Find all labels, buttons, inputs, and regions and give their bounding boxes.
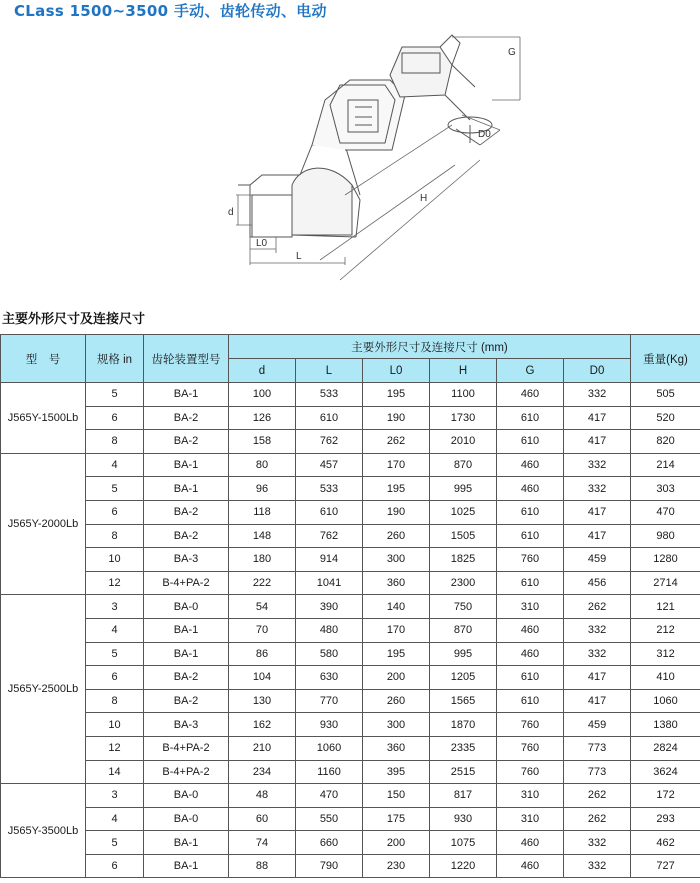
table-row: [1, 689, 700, 713]
cell-h: 930: [430, 807, 497, 831]
model-cell: J565Y-2500Lb: [1, 595, 86, 784]
model-cell: J565Y-2000Lb: [1, 453, 86, 595]
table-row: [1, 430, 700, 454]
cell-l: 1160: [296, 760, 363, 784]
cell-l0: 262: [363, 430, 430, 454]
header-h: H: [430, 359, 497, 383]
table-row: [1, 571, 700, 595]
cell-d0: 773: [564, 760, 631, 784]
cell-weight: 462: [631, 831, 700, 855]
cell-l: 790: [296, 854, 363, 878]
cell-gear: BA-0: [144, 807, 229, 831]
table-row: [1, 453, 700, 477]
cell-l0: 260: [363, 524, 430, 548]
cell-gear: BA-2: [144, 689, 229, 713]
cell-l: 762: [296, 430, 363, 454]
table-row: [1, 807, 700, 831]
cell-l: 1060: [296, 736, 363, 760]
cell-g: 760: [497, 548, 564, 572]
dim-label-h: H: [420, 193, 428, 204]
cell-weight: 3624: [631, 760, 700, 784]
table-row: [1, 406, 700, 430]
cell-l: 580: [296, 642, 363, 666]
cell-l: 930: [296, 713, 363, 737]
cell-d: 148: [229, 524, 296, 548]
cell-size: 12: [86, 736, 144, 760]
cell-l0: 190: [363, 406, 430, 430]
cell-d0: 332: [564, 618, 631, 642]
cell-l: 390: [296, 595, 363, 619]
cell-l: 610: [296, 406, 363, 430]
cell-l0: 360: [363, 571, 430, 595]
cell-d: 104: [229, 666, 296, 690]
cell-g: 310: [497, 784, 564, 808]
cell-d0: 459: [564, 548, 631, 572]
cell-gear: BA-0: [144, 784, 229, 808]
table-row: [1, 784, 700, 808]
cell-size: 4: [86, 453, 144, 477]
cell-l0: 150: [363, 784, 430, 808]
cell-d: 86: [229, 642, 296, 666]
table-row: [1, 736, 700, 760]
cell-d: 70: [229, 618, 296, 642]
cell-size: 5: [86, 383, 144, 407]
cell-gear: BA-1: [144, 831, 229, 855]
cell-g: 610: [497, 500, 564, 524]
cell-d0: 417: [564, 430, 631, 454]
cell-size: 6: [86, 666, 144, 690]
cell-d0: 459: [564, 713, 631, 737]
cell-d: 96: [229, 477, 296, 501]
cell-d0: 262: [564, 807, 631, 831]
header-model: 型 号: [1, 335, 86, 383]
table-row: [1, 548, 700, 572]
cell-d0: 332: [564, 477, 631, 501]
cell-d0: 332: [564, 854, 631, 878]
cell-gear: BA-2: [144, 666, 229, 690]
cell-g: 610: [497, 689, 564, 713]
dim-label-d: d: [228, 207, 234, 218]
cell-d0: 262: [564, 595, 631, 619]
cell-h: 2010: [430, 430, 497, 454]
cell-d0: 417: [564, 524, 631, 548]
cell-d0: 417: [564, 666, 631, 690]
table-row: [1, 854, 700, 878]
cell-l0: 200: [363, 831, 430, 855]
section-title: 主要外形尺寸及连接尺寸: [2, 312, 146, 327]
cell-l: 762: [296, 524, 363, 548]
cell-l: 770: [296, 689, 363, 713]
cell-h: 750: [430, 595, 497, 619]
cell-g: 460: [497, 618, 564, 642]
cell-d0: 417: [564, 500, 631, 524]
cell-h: 1100: [430, 383, 497, 407]
cell-l0: 360: [363, 736, 430, 760]
cell-weight: 520: [631, 406, 700, 430]
cell-l0: 395: [363, 760, 430, 784]
cell-size: 4: [86, 807, 144, 831]
cell-d0: 332: [564, 642, 631, 666]
cell-gear: BA-2: [144, 524, 229, 548]
cell-weight: 172: [631, 784, 700, 808]
cell-h: 1825: [430, 548, 497, 572]
cell-d0: 332: [564, 383, 631, 407]
cell-size: 5: [86, 642, 144, 666]
dimension-table: [0, 334, 700, 878]
cell-d: 234: [229, 760, 296, 784]
table-row: [1, 831, 700, 855]
table-row: [1, 477, 700, 501]
cell-g: 610: [497, 666, 564, 690]
cell-h: 870: [430, 618, 497, 642]
cell-d: 118: [229, 500, 296, 524]
dim-label-l: L: [296, 251, 302, 262]
cell-size: 12: [86, 571, 144, 595]
cell-l0: 195: [363, 383, 430, 407]
cell-size: 5: [86, 831, 144, 855]
table-row: [1, 666, 700, 690]
cell-weight: 1060: [631, 689, 700, 713]
cell-g: 610: [497, 430, 564, 454]
dim-label-g: G: [508, 47, 516, 58]
cell-gear: BA-1: [144, 854, 229, 878]
cell-d: 74: [229, 831, 296, 855]
cell-size: 10: [86, 713, 144, 737]
cell-gear: BA-1: [144, 618, 229, 642]
cell-d0: 332: [564, 453, 631, 477]
cell-h: 870: [430, 453, 497, 477]
header-d: d: [229, 359, 296, 383]
header-d0: D0: [564, 359, 631, 383]
cell-d: 54: [229, 595, 296, 619]
table-row: [1, 383, 700, 407]
cell-l: 533: [296, 383, 363, 407]
cell-gear: BA-2: [144, 500, 229, 524]
table-row: [1, 642, 700, 666]
cell-l: 470: [296, 784, 363, 808]
cell-l: 660: [296, 831, 363, 855]
cell-l0: 170: [363, 453, 430, 477]
cell-d: 48: [229, 784, 296, 808]
cell-gear: B-4+PA-2: [144, 571, 229, 595]
cell-h: 1205: [430, 666, 497, 690]
cell-gear: B-4+PA-2: [144, 760, 229, 784]
table-row: [1, 500, 700, 524]
cell-l: 457: [296, 453, 363, 477]
cell-l: 480: [296, 618, 363, 642]
cell-size: 3: [86, 784, 144, 808]
cell-g: 610: [497, 524, 564, 548]
cell-size: 6: [86, 406, 144, 430]
cell-d: 222: [229, 571, 296, 595]
cell-h: 2515: [430, 760, 497, 784]
cell-weight: 470: [631, 500, 700, 524]
cell-gear: BA-0: [144, 595, 229, 619]
header-l: L: [296, 359, 363, 383]
cell-weight: 727: [631, 854, 700, 878]
cell-h: 817: [430, 784, 497, 808]
cell-h: 1565: [430, 689, 497, 713]
cell-h: 2335: [430, 736, 497, 760]
cell-weight: 1280: [631, 548, 700, 572]
cell-d: 158: [229, 430, 296, 454]
cell-size: 3: [86, 595, 144, 619]
cell-l: 914: [296, 548, 363, 572]
cell-weight: 980: [631, 524, 700, 548]
cell-l0: 195: [363, 477, 430, 501]
cell-g: 310: [497, 595, 564, 619]
cell-l: 630: [296, 666, 363, 690]
model-cell: J565Y-1500Lb: [1, 383, 86, 454]
header-dims: 主要外形尺寸及连接尺寸 (mm): [229, 335, 631, 359]
cell-gear: BA-1: [144, 383, 229, 407]
cell-weight: 1380: [631, 713, 700, 737]
cell-g: 760: [497, 760, 564, 784]
cell-h: 995: [430, 642, 497, 666]
header-gear: 齿轮装置型号: [144, 335, 229, 383]
table-row: [1, 618, 700, 642]
cell-g: 610: [497, 406, 564, 430]
cell-weight: 293: [631, 807, 700, 831]
cell-weight: 2824: [631, 736, 700, 760]
cell-l0: 195: [363, 642, 430, 666]
header-size: 规格 in: [86, 335, 144, 383]
dim-label-l0: L0: [256, 238, 268, 249]
cell-weight: 820: [631, 430, 700, 454]
cell-weight: 303: [631, 477, 700, 501]
cell-size: 8: [86, 524, 144, 548]
cell-l0: 300: [363, 713, 430, 737]
cell-weight: 505: [631, 383, 700, 407]
cell-gear: BA-2: [144, 430, 229, 454]
cell-g: 460: [497, 477, 564, 501]
cell-weight: 2714: [631, 571, 700, 595]
cell-gear: BA-3: [144, 548, 229, 572]
cell-weight: 312: [631, 642, 700, 666]
cell-size: 8: [86, 689, 144, 713]
cell-d: 126: [229, 406, 296, 430]
cell-l0: 140: [363, 595, 430, 619]
cell-l: 533: [296, 477, 363, 501]
table-row: [1, 524, 700, 548]
table-body: [1, 383, 700, 878]
cell-d: 60: [229, 807, 296, 831]
cell-weight: 410: [631, 666, 700, 690]
cell-g: 460: [497, 831, 564, 855]
cell-gear: BA-2: [144, 406, 229, 430]
cell-l: 550: [296, 807, 363, 831]
cell-g: 310: [497, 807, 564, 831]
model-cell: J565Y-3500Lb: [1, 784, 86, 878]
cell-gear: BA-1: [144, 642, 229, 666]
cell-h: 1025: [430, 500, 497, 524]
valve-drawing: [0, 25, 700, 290]
cell-d: 162: [229, 713, 296, 737]
cell-d0: 262: [564, 784, 631, 808]
cell-g: 460: [497, 453, 564, 477]
cell-weight: 121: [631, 595, 700, 619]
page-title: CLass 1500~3500 手动、齿轮传动、电动: [14, 2, 327, 20]
cell-d0: 456: [564, 571, 631, 595]
cell-l0: 200: [363, 666, 430, 690]
dim-label-d0: D0: [478, 129, 491, 140]
cell-g: 460: [497, 642, 564, 666]
cell-h: 1220: [430, 854, 497, 878]
cell-size: 8: [86, 430, 144, 454]
cell-g: 610: [497, 571, 564, 595]
cell-d0: 417: [564, 689, 631, 713]
cell-size: 4: [86, 618, 144, 642]
table-row: [1, 760, 700, 784]
cell-d0: 417: [564, 406, 631, 430]
cell-gear: BA-3: [144, 713, 229, 737]
cell-d0: 332: [564, 831, 631, 855]
cell-size: 5: [86, 477, 144, 501]
cell-size: 10: [86, 548, 144, 572]
cell-h: 1505: [430, 524, 497, 548]
cell-size: 6: [86, 500, 144, 524]
cell-h: 2300: [430, 571, 497, 595]
cell-gear: B-4+PA-2: [144, 736, 229, 760]
cell-g: 460: [497, 854, 564, 878]
cell-gear: BA-1: [144, 453, 229, 477]
cell-d0: 773: [564, 736, 631, 760]
cell-weight: 214: [631, 453, 700, 477]
cell-d: 80: [229, 453, 296, 477]
cell-l: 1041: [296, 571, 363, 595]
table-row: [1, 713, 700, 737]
cell-weight: 212: [631, 618, 700, 642]
cell-h: 995: [430, 477, 497, 501]
cell-d: 210: [229, 736, 296, 760]
cell-h: 1730: [430, 406, 497, 430]
cell-gear: BA-1: [144, 477, 229, 501]
cell-d: 88: [229, 854, 296, 878]
cell-l0: 190: [363, 500, 430, 524]
cell-g: 760: [497, 736, 564, 760]
cell-l0: 260: [363, 689, 430, 713]
cell-l0: 230: [363, 854, 430, 878]
header-weight: 重量(Kg): [631, 335, 700, 383]
cell-d: 130: [229, 689, 296, 713]
header-l0: L0: [363, 359, 430, 383]
table-row: [1, 595, 700, 619]
header-g: G: [497, 359, 564, 383]
cell-l0: 175: [363, 807, 430, 831]
cell-g: 760: [497, 713, 564, 737]
cell-size: 14: [86, 760, 144, 784]
cell-size: 6: [86, 854, 144, 878]
cell-h: 1075: [430, 831, 497, 855]
cell-d: 100: [229, 383, 296, 407]
cell-l: 610: [296, 500, 363, 524]
cell-l0: 300: [363, 548, 430, 572]
cell-h: 1870: [430, 713, 497, 737]
cell-g: 460: [497, 383, 564, 407]
cell-d: 180: [229, 548, 296, 572]
cell-l0: 170: [363, 618, 430, 642]
